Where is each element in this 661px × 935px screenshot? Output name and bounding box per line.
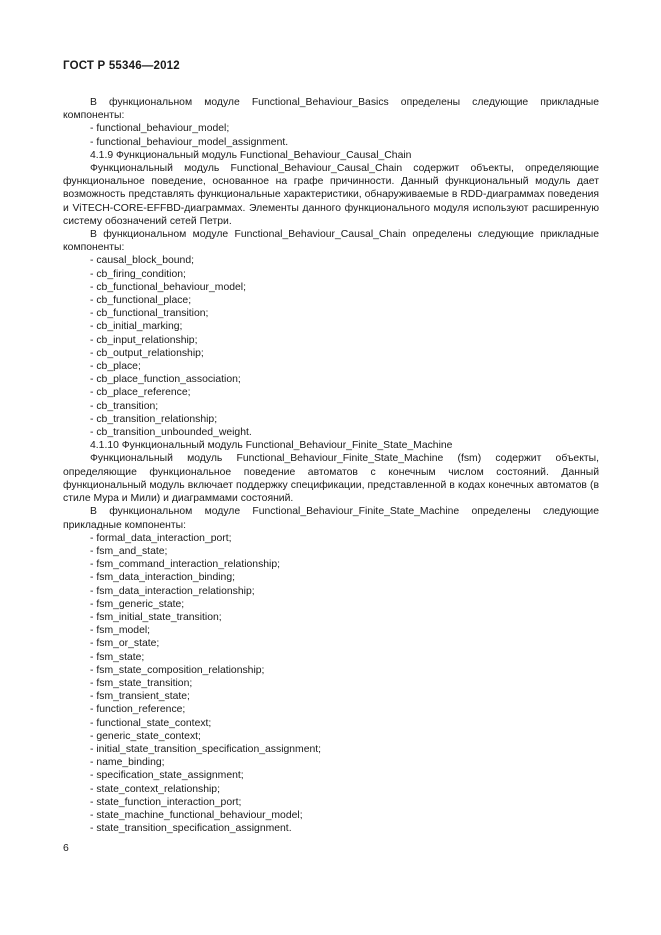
list-item: - state_machine_functional_behaviour_model;: [63, 809, 599, 822]
list-item: - cb_place_function_association;: [63, 373, 599, 386]
list-item: - cb_input_relationship;: [63, 334, 599, 347]
list-item: - fsm_generic_state;: [63, 598, 599, 611]
list-item: - state_context_relationship;: [63, 783, 599, 796]
list-item: - name_binding;: [63, 756, 599, 769]
list-item: - fsm_state_transition;: [63, 677, 599, 690]
list-item: - functional_state_context;: [63, 717, 599, 730]
list-item: - cb_transition_relationship;: [63, 413, 599, 426]
list-causal-chain-components: [63, 254, 599, 439]
list-item: - cb_place_reference;: [63, 386, 599, 399]
list-item: - state_function_interaction_port;: [63, 796, 599, 809]
list-item: - fsm_command_interaction_relationship;: [63, 558, 599, 571]
list-item: - fsm_data_interaction_relationship;: [63, 585, 599, 598]
list-item: - fsm_state;: [63, 651, 599, 664]
paragraph-fsm-intro: В функциональном модуле Functional_Behaviour_Finite_State_Machine определены следующие прикладные компоненты:: [63, 506, 599, 531]
section-heading-4-1-9: 4.1.9 Функциональный модуль Functional_Behaviour_Causal_Chain: [90, 149, 412, 161]
list-item: - cb_functional_behaviour_model;: [63, 281, 599, 294]
list-item: - cb_firing_condition;: [63, 268, 599, 281]
list-item: - fsm_and_state;: [63, 545, 599, 558]
list-item: - fsm_data_interaction_binding;: [63, 571, 599, 584]
list-item: - causal_block_bound;: [63, 254, 599, 267]
list-item: - functional_behaviour_model;: [63, 122, 599, 135]
paragraph-causal-chain-description: Функциональный модуль Functional_Behaviour_Causal_Chain содержит объекты, определяющие функциональное поведение, основанное на графе причинности. Данный функциональный модуль дает возможность представлять функциональные характеристики, обнаруживаемые в RDD-диаграммах поведения и ViTECH-CORE-EFFBD-диаграммах. Элементы данного функционального модуля используют расширенную систему обозначений сетей Петри.: [63, 163, 599, 227]
list-item: - fsm_initial_state_transition;: [63, 611, 599, 624]
paragraph-causal-chain-intro: В функциональном модуле Functional_Behaviour_Causal_Chain определены следующие прикладные компоненты:: [63, 229, 599, 254]
list-item: - cb_initial_marking;: [63, 320, 599, 333]
document-header: ГОСТ Р 55346—2012: [63, 60, 180, 72]
list-item: - cb_transition_unbounded_weight.: [63, 426, 599, 439]
list-item: - functional_behaviour_model_assignment.: [63, 136, 599, 149]
list-item: - cb_output_relationship;: [63, 347, 599, 360]
list-fsm-components: [63, 532, 599, 836]
list-item: - formal_data_interaction_port;: [63, 532, 599, 545]
list-item: - fsm_state_composition_relationship;: [63, 664, 599, 677]
list-item: - fsm_model;: [63, 624, 599, 637]
list-item: - fsm_or_state;: [63, 637, 599, 650]
list-item: - cb_transition;: [63, 400, 599, 413]
page-number: 6: [63, 843, 69, 854]
list-item: - cb_functional_transition;: [63, 307, 599, 320]
document-body: [63, 96, 599, 835]
section-heading-4-1-10: 4.1.10 Функциональный модуль Functional_Behaviour_Finite_State_Machine: [90, 440, 453, 452]
list-item: - function_reference;: [63, 703, 599, 716]
list-item: - generic_state_context;: [63, 730, 599, 743]
paragraph-fsm-description: Функциональный модуль Functional_Behaviour_Finite_State_Machine (fsm) содержит объекты, определяющие функциональное поведение автоматов с конечным числом состояний. Данный функциональный модуль включает поддержку спецификации, представленной в кодах конечных автоматов (в стиле Мура и Мили) и диаграммами состояний.: [63, 453, 599, 505]
list-item: - specification_state_assignment;: [63, 769, 599, 782]
list-item: - cb_place;: [63, 360, 599, 373]
list-item: - state_transition_specification_assignment.: [63, 822, 599, 835]
list-item: - cb_functional_place;: [63, 294, 599, 307]
paragraph-basics-intro: В функциональном модуле Functional_Behaviour_Basics определены следующие прикладные компоненты:: [63, 97, 599, 122]
list-basics-components: [63, 122, 599, 148]
list-item: - initial_state_transition_specification_assignment;: [63, 743, 599, 756]
list-item: - fsm_transient_state;: [63, 690, 599, 703]
